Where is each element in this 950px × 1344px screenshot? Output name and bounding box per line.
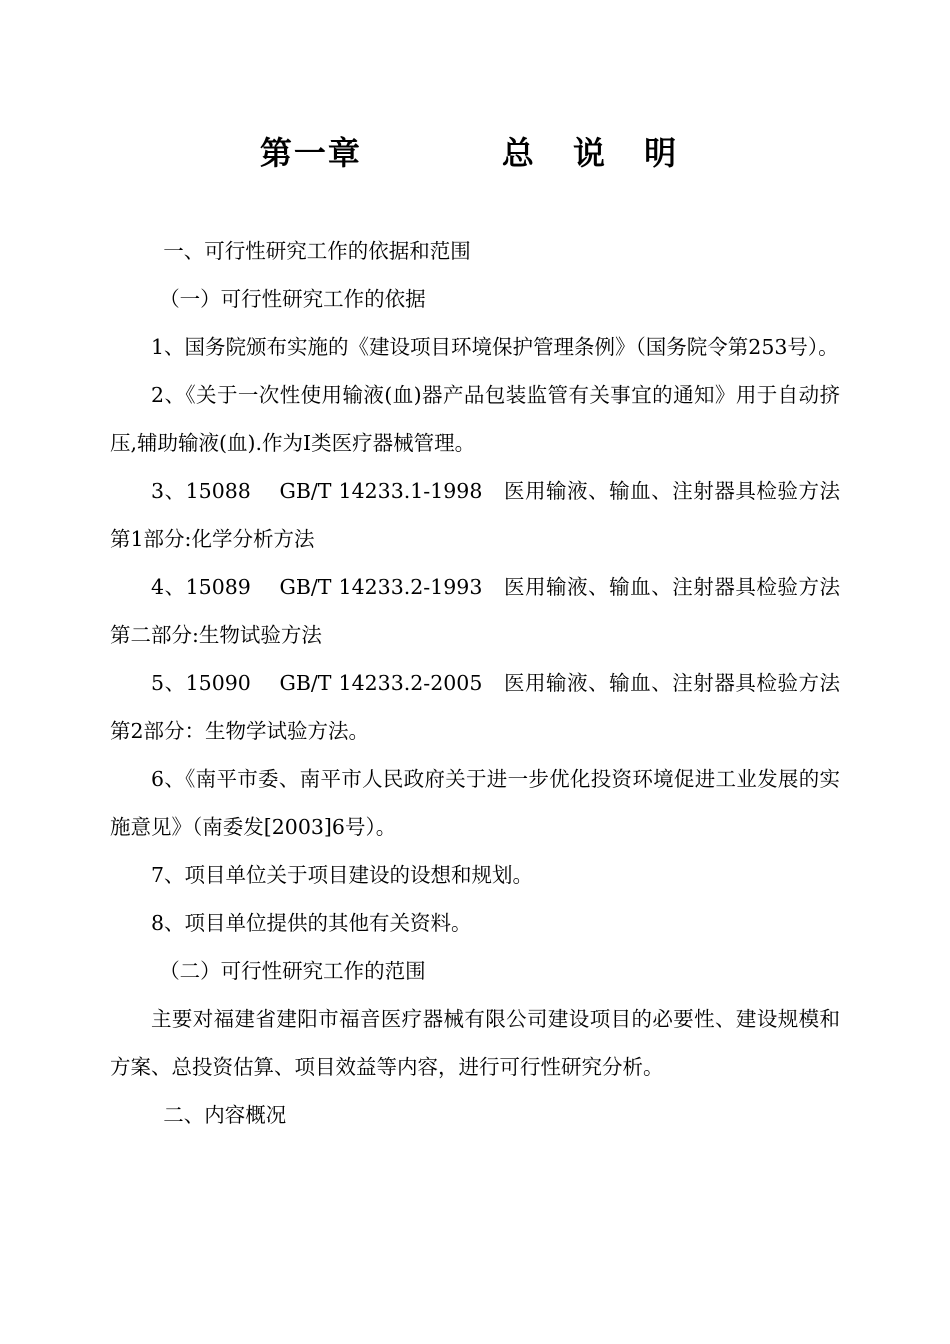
section-heading: 一、可行性研究工作的依据和范围 bbox=[163, 239, 471, 263]
list-item: 5、15090 GB/T 14233.2-2005 医用输液、输血、注射器具检验方法 第2部分：生物学试验方法。 bbox=[110, 671, 840, 743]
subsection-heading: （二）可行性研究工作的范围 bbox=[159, 959, 426, 983]
subsection-heading: （一）可行性研究工作的依据 bbox=[159, 287, 426, 311]
chapter-title: 总 说 明 bbox=[501, 134, 691, 172]
list-item: 4、15089 GB/T 14233.2-1993 医用输液、输血、注射器具检验方法 第二部分:生物试验方法 bbox=[110, 575, 840, 647]
body-paragraph: 主要对福建省建阳市福音医疗器械有限公司建设项目的必要性、建设规模和方案、总投资估算、项目效益等内容，进行可行性研究分析。 bbox=[110, 1007, 840, 1079]
list-item: 2、《关于一次性使用输液(血)器产品包装监管有关事宜的通知》用于自动挤压,辅助输液(血).作为Ⅰ类医疗器械管理。 bbox=[110, 383, 840, 455]
chapter-number: 第一章 bbox=[259, 134, 362, 172]
chapter-heading bbox=[0, 128, 950, 174]
document-body bbox=[110, 227, 840, 1139]
list-item: 6、《南平市委、南平市人民政府关于进一步优化投资环境促进工业发展的实施意见》（南委发[2003]6号）。 bbox=[110, 767, 840, 839]
list-item: 3、15088 GB/T 14233.1-1998 医用输液、输血、注射器具检验方法 第1部分:化学分析方法 bbox=[110, 479, 840, 551]
section-heading: 二、内容概况 bbox=[163, 1103, 287, 1127]
list-item: 1、国务院颁布实施的《建设项目环境保护管理条例》（国务院令第253号）。 bbox=[151, 335, 839, 359]
list-item: 7、项目单位关于项目建设的设想和规划。 bbox=[151, 863, 534, 887]
list-item: 8、项目单位提供的其他有关资料。 bbox=[151, 911, 472, 935]
